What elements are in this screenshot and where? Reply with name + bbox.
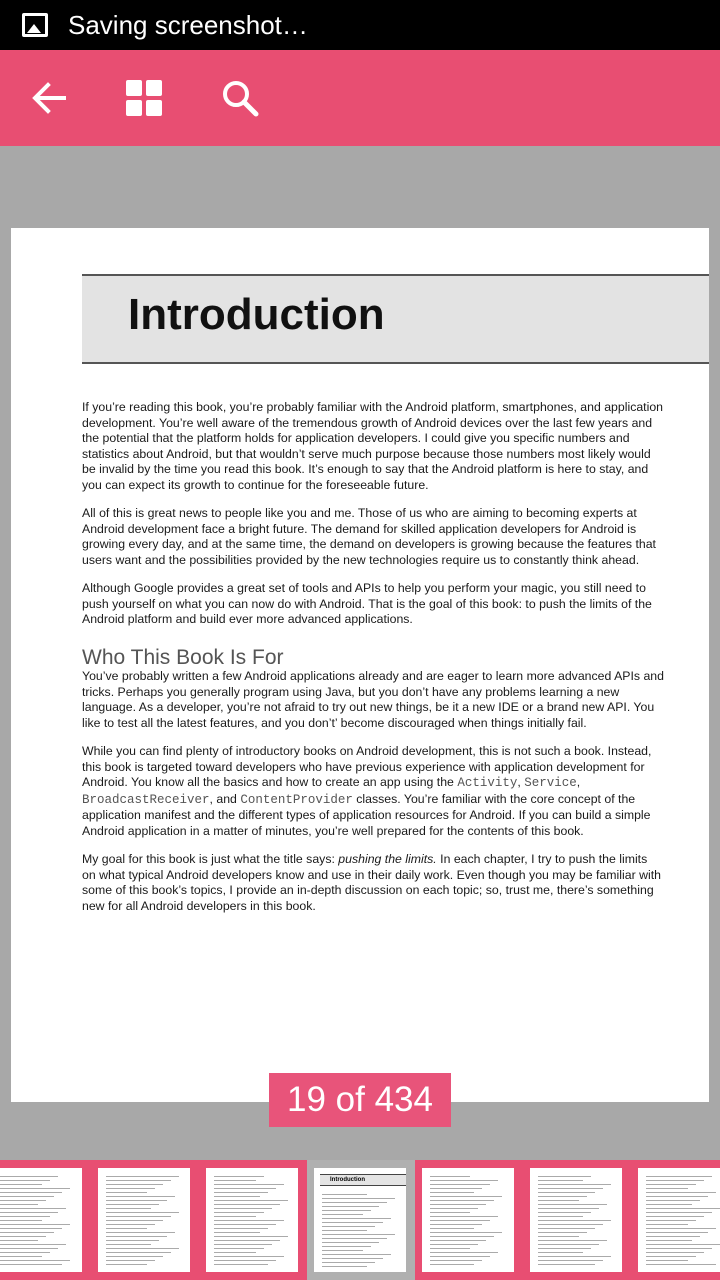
thumb-text-line (106, 1236, 167, 1237)
thumb-text-line (106, 1224, 155, 1225)
search-button[interactable] (216, 74, 264, 122)
paragraph: Although Google provides a great set of tools and APIs to help you perform your magic, you still need to push yourself on what you can now do with Android. That is the goal of this book: to push the limits of the Android platform and build ever more advanced applications. (82, 581, 652, 626)
thumb-text-line (106, 1196, 175, 1197)
thumb-text-line (0, 1228, 62, 1229)
thumb-text-line (430, 1256, 490, 1257)
thumb-text-line (646, 1212, 712, 1213)
page-thumbnail-selected[interactable] (314, 1168, 406, 1272)
thumb-text-line (430, 1180, 498, 1181)
thumb-text-line (322, 1238, 387, 1239)
thumb-text-line (0, 1220, 42, 1221)
paragraph: You’ve probably written a few Android applications already and are eager to learn more advanced APIs and tricks. Perhaps you generally program using Java, but you don’t have any problems learning a new language. As a developer, you’re not afraid to try out new things, be it a new IDE or a brand new API. You like to test all the latest features, and you don’t’ become discouraged when things initially fail. (82, 669, 664, 730)
thumb-text-line (0, 1188, 70, 1189)
thumb-text-line (430, 1196, 502, 1197)
thumb-text-line (646, 1220, 696, 1221)
toolbar (0, 50, 720, 146)
thumb-text-line (106, 1228, 147, 1229)
thumb-text-line (214, 1208, 272, 1209)
back-button[interactable] (24, 74, 72, 122)
thumb-text-line (430, 1200, 494, 1201)
thumb-text-line (214, 1224, 276, 1225)
separator: , and (209, 791, 241, 806)
thumb-text-line (646, 1256, 696, 1257)
thumbnail-strip[interactable] (0, 1160, 720, 1280)
thumb-text-line (538, 1184, 611, 1185)
code-service: Service (524, 776, 577, 790)
thumb-text-line (0, 1240, 38, 1241)
thumb-text-line (322, 1242, 379, 1243)
thumb-text-line (0, 1176, 58, 1177)
thumb-text-line (538, 1196, 587, 1197)
thumb-text-line (0, 1180, 50, 1181)
thumb-text-line (214, 1216, 256, 1217)
thumb-text-line (430, 1260, 482, 1261)
thumb-text-line (646, 1260, 688, 1261)
thumb-text-line (214, 1184, 284, 1185)
thumb-text-line (538, 1204, 607, 1205)
arrow-left-icon (24, 74, 72, 122)
thumb-text-line (322, 1266, 367, 1267)
thumb-text-line (538, 1224, 603, 1225)
thumb-text-line (430, 1252, 498, 1253)
chapter-header (82, 274, 709, 364)
thumb-text-line (214, 1188, 276, 1189)
thumb-text-line (322, 1250, 363, 1251)
thumb-text-line (322, 1234, 395, 1235)
thumb-text-line (214, 1204, 280, 1205)
thumb-text-line (646, 1252, 704, 1253)
thumb-text-line (322, 1262, 375, 1263)
thumb-text-line (430, 1176, 470, 1177)
thumb-text-line (646, 1184, 696, 1185)
thumb-text-line (106, 1240, 159, 1241)
thumb-text-line (430, 1188, 482, 1189)
thumb-text-line (322, 1218, 391, 1219)
thumb-text-line (106, 1252, 171, 1253)
thumb-text-line (106, 1200, 167, 1201)
thumb-text-line (538, 1180, 583, 1181)
text-run: My goal for this book is just what the title says: (82, 852, 339, 866)
thumb-text-line (646, 1248, 712, 1249)
thumb-text-line (106, 1220, 163, 1221)
thumb-text-line (430, 1236, 494, 1237)
chapter-title: Introduction (128, 290, 385, 339)
text-run: While you can find plenty of introductory books on Android development, this is not such a book. Instead, this book is targeted toward developers who have previous experience with application development for Android. You know all the basics and how to create an app using the (82, 744, 652, 789)
thumb-text-line (538, 1232, 587, 1233)
thumb-text-line (538, 1220, 611, 1221)
thumb-text-line (646, 1188, 688, 1189)
thumb-text-line (646, 1204, 692, 1205)
thumb-text-line (214, 1236, 288, 1237)
separator: , (517, 775, 525, 789)
paragraph (82, 852, 664, 914)
thumb-text-line (646, 1200, 700, 1201)
paragraph (82, 744, 664, 839)
thumb-text-line (538, 1252, 583, 1253)
thumb-text-line (106, 1192, 147, 1193)
thumb-text-line (0, 1256, 42, 1257)
thumb-text-line (322, 1222, 383, 1223)
thumb-text-line (214, 1228, 268, 1229)
thumb-text-line (214, 1252, 256, 1253)
thumb-text-line (646, 1216, 704, 1217)
thumb-text-line (0, 1204, 38, 1205)
thumb-text-line (214, 1192, 268, 1193)
thumb-text-line (646, 1196, 708, 1197)
thumb-text-line (0, 1212, 58, 1213)
thumb-text-line (430, 1184, 490, 1185)
page-thumbnail[interactable] (422, 1168, 514, 1272)
thumb-text-line (646, 1224, 688, 1225)
grid-icon (120, 74, 168, 122)
thumb-text-line (430, 1208, 478, 1209)
thumb-text-line (0, 1248, 58, 1249)
thumb-text-line (538, 1236, 579, 1237)
thumb-text-line (0, 1184, 42, 1185)
thumb-text-line (538, 1208, 599, 1209)
thumb-text-line (106, 1176, 179, 1177)
thumb-text-line (214, 1248, 264, 1249)
section-heading: Who This Book Is For (82, 645, 284, 669)
thumb-text-line (322, 1254, 391, 1255)
thumb-text-line (322, 1198, 395, 1199)
thumb-text-line (106, 1180, 171, 1181)
thumb-text-line (0, 1216, 50, 1217)
thumb-text-line (430, 1228, 474, 1229)
thumb-text-line (322, 1258, 383, 1259)
thumb-text-line (538, 1244, 599, 1245)
document-viewer[interactable] (0, 146, 720, 1160)
thumb-text-line (646, 1240, 692, 1241)
thumb-text-line (214, 1180, 256, 1181)
thumb-text-line (214, 1264, 268, 1265)
status-bar (0, 0, 720, 50)
thumb-text-line (322, 1230, 367, 1231)
thumb-text-line (646, 1180, 704, 1181)
thumb-text-line (0, 1260, 70, 1261)
separator: , (576, 775, 581, 789)
thumb-text-line (106, 1208, 151, 1209)
thumb-text-line (106, 1248, 179, 1249)
thumb-text-line (538, 1256, 611, 1257)
thumb-text-line (538, 1188, 603, 1189)
page-thumbnail[interactable] (98, 1168, 190, 1272)
thumb-text-line (430, 1212, 470, 1213)
thumb-text-line (214, 1232, 260, 1233)
thumb-text-line (106, 1232, 175, 1233)
thumb-text-line (106, 1244, 151, 1245)
thumb-text-line (646, 1244, 720, 1245)
text-run: In each chapter, I try to push the limits on what typical Android developers know and use in their daily work. Even though you may be familiar with some of this book’s topics, I provide an in-depth discussion on each topic; so, trust me, there’s something new for all Android developers in this book. (82, 852, 661, 913)
thumb-text-line (538, 1228, 595, 1229)
thumb-text-line (430, 1204, 486, 1205)
thumb-text-line (538, 1176, 591, 1177)
thumb-text-line (322, 1226, 375, 1227)
code-broadcast-receiver: BroadcastReceiver (82, 792, 210, 807)
code-content-provider: ContentProvider (240, 792, 353, 807)
status-text: Saving screenshot… (68, 9, 308, 40)
document-page[interactable] (11, 228, 709, 1102)
emphasis: pushing the limits. (338, 852, 437, 866)
thumb-text-line (430, 1244, 478, 1245)
code-activity: Activity (457, 776, 518, 790)
page-body (82, 400, 664, 927)
thumb-text-line (0, 1200, 46, 1201)
thumb-text-line (106, 1212, 179, 1213)
thumb-text-line (538, 1216, 583, 1217)
thumb-text-line (322, 1194, 367, 1195)
thumb-text-line (430, 1264, 474, 1265)
thumb-text-line (106, 1188, 155, 1189)
thumb-text-line (214, 1196, 260, 1197)
thumb-text-line (106, 1260, 155, 1261)
thumb-text-line (214, 1220, 284, 1221)
thumb-text-line (214, 1240, 280, 1241)
thumb-text-line (430, 1232, 502, 1233)
thumb-text-line (214, 1256, 284, 1257)
thumb-text-line (646, 1176, 712, 1177)
grid-view-button[interactable] (120, 74, 168, 122)
thumb-text-line (0, 1196, 54, 1197)
thumb-text-line (0, 1264, 62, 1265)
image-icon (22, 13, 48, 37)
thumb-text-line (430, 1192, 474, 1193)
thumb-text-line (106, 1204, 159, 1205)
thumb-text-line (0, 1244, 66, 1245)
thumb-text-line (214, 1260, 276, 1261)
thumb-text-line (646, 1208, 720, 1209)
thumb-text-line (322, 1206, 379, 1207)
thumb-text-line (538, 1260, 603, 1261)
thumb-text-line (538, 1200, 579, 1201)
thumb-text-line (214, 1244, 272, 1245)
paragraph: All of this is great news to people like you and me. Those of us who are aiming to becoming experts at Android development face a bright future. The demand for skilled application developers for Android is growing every day, and at the same time, the demand on developers is growing because the features that users want and the possibilities provided by the new technologies require us to constantly think ahead. (82, 506, 656, 567)
thumb-text-line (214, 1212, 264, 1213)
page-thumbnail[interactable] (530, 1168, 622, 1272)
thumb-text-line (430, 1240, 486, 1241)
thumb-text-line (322, 1214, 363, 1215)
thumb-text-line (106, 1184, 163, 1185)
thumb-text-line (322, 1202, 387, 1203)
thumb-text-line (322, 1210, 371, 1211)
page-indicator: 19 of 434 (269, 1073, 451, 1127)
thumb-text-line (106, 1264, 147, 1265)
page-thumbnail[interactable] (0, 1168, 82, 1272)
thumb-text-line (0, 1252, 50, 1253)
thumb-text-line (0, 1208, 66, 1209)
thumb-text-line (430, 1216, 498, 1217)
thumb-text-line (214, 1176, 264, 1177)
thumb-text-line (538, 1248, 591, 1249)
thumb-text-line (0, 1232, 54, 1233)
thumb-text-line (646, 1192, 716, 1193)
thumb-text-line (106, 1216, 171, 1217)
paragraph: If you’re reading this book, you’re probably familiar with the Android platform, smartphones, and application development. You’re well aware of the tremendous growth of Android devices over the last few years and the potential that the platform holds for application developers. I could give you specific numbers and statistics about Android, but that wouldn’t serve much purpose because those numbers most likely would be invalid by the time you read this book. It’s enough to say that the Android platform is here to stay, and you can expect its growth to continue for the foreseeable future. (82, 400, 664, 492)
thumb-text-line (646, 1236, 700, 1237)
thumb-text-line (430, 1248, 470, 1249)
thumb-text-line (0, 1224, 70, 1225)
thumb-text-line (538, 1212, 591, 1213)
thumb-text-line (646, 1264, 716, 1265)
thumb-text-line (538, 1192, 595, 1193)
thumb-text-line (430, 1224, 482, 1225)
thumb-heading: Introduction (320, 1174, 406, 1186)
thumb-text-line (214, 1200, 288, 1201)
search-icon (216, 74, 264, 122)
thumb-text-line (538, 1240, 607, 1241)
thumb-text-line (106, 1256, 163, 1257)
page-thumbnail[interactable] (206, 1168, 298, 1272)
thumb-text-line (0, 1192, 62, 1193)
thumb-text-line (430, 1220, 490, 1221)
thumb-text-line (322, 1246, 371, 1247)
thumb-text-line (0, 1236, 46, 1237)
thumb-text-line (646, 1232, 708, 1233)
page-thumbnail[interactable] (638, 1168, 720, 1272)
text-run: classes. You’re familiar with the core concept of the application manifest and the different types of application resources for Android. If you can build a simple Android application in a matter of minutes, you’re well prepared for the contents of this book. (82, 791, 651, 838)
thumb-text-line (538, 1264, 595, 1265)
thumb-text-line (646, 1228, 716, 1229)
